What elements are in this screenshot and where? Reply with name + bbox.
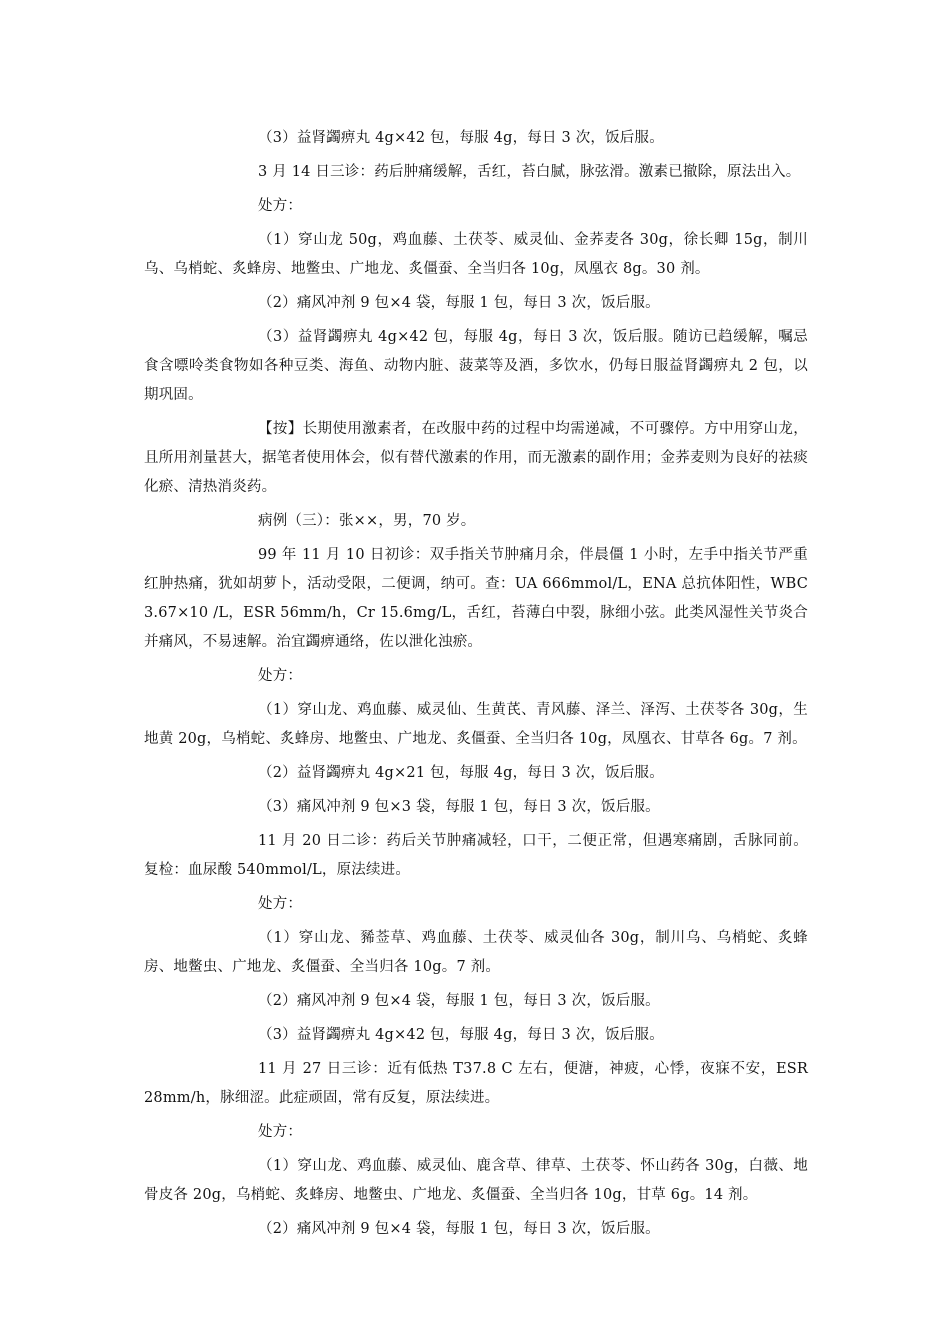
paragraph: （3）益肾蠲痹丸 4g×42 包，每服 4g，每日 3 次，饭后服。随访已趋缓解，嘱忌食含嘌呤类食物如各种豆类、海鱼、动物内脏、菠菜等及酒，多饮水，仍每日服益肾蠲痹丸 2 包，以期巩固。	[144, 329, 808, 403]
paragraph: （3）益肾蠲痹丸 4g×42 包，每服 4g，每日 3 次，饭后服。	[258, 1027, 664, 1043]
paragraph: 处方：	[258, 198, 303, 214]
paragraph: （3）痛风冲剂 9 包×3 袋，每服 1 包，每日 3 次，饭后服。	[258, 799, 660, 815]
paragraph: 3 月 14 日三诊：药后肿痛缓解，舌红，苔白腻，脉弦滑。激素已撤除，原法出入。	[258, 164, 801, 180]
paragraph: （3）益肾蠲痹丸 4g×42 包，每服 4g，每日 3 次，饭后服。	[258, 130, 664, 146]
paragraph: 处方：	[258, 668, 303, 684]
paragraph: （2）痛风冲剂 9 包×4 袋，每服 1 包，每日 3 次，饭后服。	[258, 295, 660, 311]
paragraph: 11 月 20 日二诊：药后关节肿痛减轻，口干，二便正常，但遇寒痛剧，舌脉同前。复检：血尿酸 540mmol/L，原法续进。	[144, 833, 808, 878]
paragraph: （1）穿山龙 50g，鸡血藤、土茯苓、威灵仙、金荞麦各 30g，徐长卿 15g，制川乌、乌梢蛇、炙蜂房、地鳖虫、广地龙、炙僵蚕、全当归各 10g，凤凰衣 8g。30 剂。	[144, 232, 808, 277]
paragraph: 11 月 27 日三诊：近有低热 T37.8 C 左右，便溏，神疲，心悸，夜寐不安，ESR 28mm/h，脉细涩。此症顽固，常有反复，原法续进。	[144, 1061, 808, 1106]
paragraph: 【按】长期使用激素者，在改服中药的过程中均需递减，不可骤停。方中用穿山龙，且所用剂量甚大，据笔者使用体会，似有替代激素的作用，而无激素的副作用；金荞麦则为良好的祛痰化瘀、清热消炎药。	[144, 421, 808, 495]
paragraph: （1）穿山龙、鸡血藤、威灵仙、生黄芪、青风藤、泽兰、泽泻、土茯苓各 30g，生地黄 20g，乌梢蛇、炙蜂房、地鳖虫、广地龙、炙僵蚕、全当归各 10g，凤凰衣、甘草各 6g。7 剂。	[144, 702, 808, 747]
paragraph: 99 年 11 月 10 日初诊：双手指关节肿痛月余，伴晨僵 1 小时，左手中指关节严重红肿热痛，犹如胡萝卜，活动受限，二便调，纳可。查：UA 666mmol/L，ENA 总抗体阳性，WBC 3.67×10 /L，ESR 56mm/h，Cr 15.6mg/L，舌红，苔薄白中裂，脉细小弦。此类风湿性关节炎合并痛风，不易速解。治宜蠲痹通络，佐以泄化浊瘀。	[144, 547, 808, 650]
paragraph: （1）穿山龙、豨莶草、鸡血藤、土茯苓、威灵仙各 30g，制川乌、乌梢蛇、炙蜂房、地鳖虫、广地龙、炙僵蚕、全当归各 10g。7 剂。	[144, 930, 808, 975]
paragraph: 处方：	[258, 1124, 303, 1140]
paragraph: 病例（三）：张××，男，70 岁。	[258, 513, 476, 529]
document-page	[144, 124, 808, 1249]
paragraph: （2）益肾蠲痹丸 4g×21 包，每服 4g，每日 3 次，饭后服。	[258, 765, 664, 781]
paragraph: 处方：	[258, 896, 303, 912]
paragraph: （1）穿山龙、鸡血藤、威灵仙、鹿含草、律草、土茯苓、怀山药各 30g，白薇、地骨皮各 20g，乌梢蛇、炙蜂房、地鳖虫、广地龙、炙僵蚕、全当归各 10g，甘草 6g。14 剂。	[144, 1158, 808, 1203]
paragraph: （2）痛风冲剂 9 包×4 袋，每服 1 包，每日 3 次，饭后服。	[258, 1221, 660, 1237]
paragraph: （2）痛风冲剂 9 包×4 袋，每服 1 包，每日 3 次，饭后服。	[258, 993, 660, 1009]
